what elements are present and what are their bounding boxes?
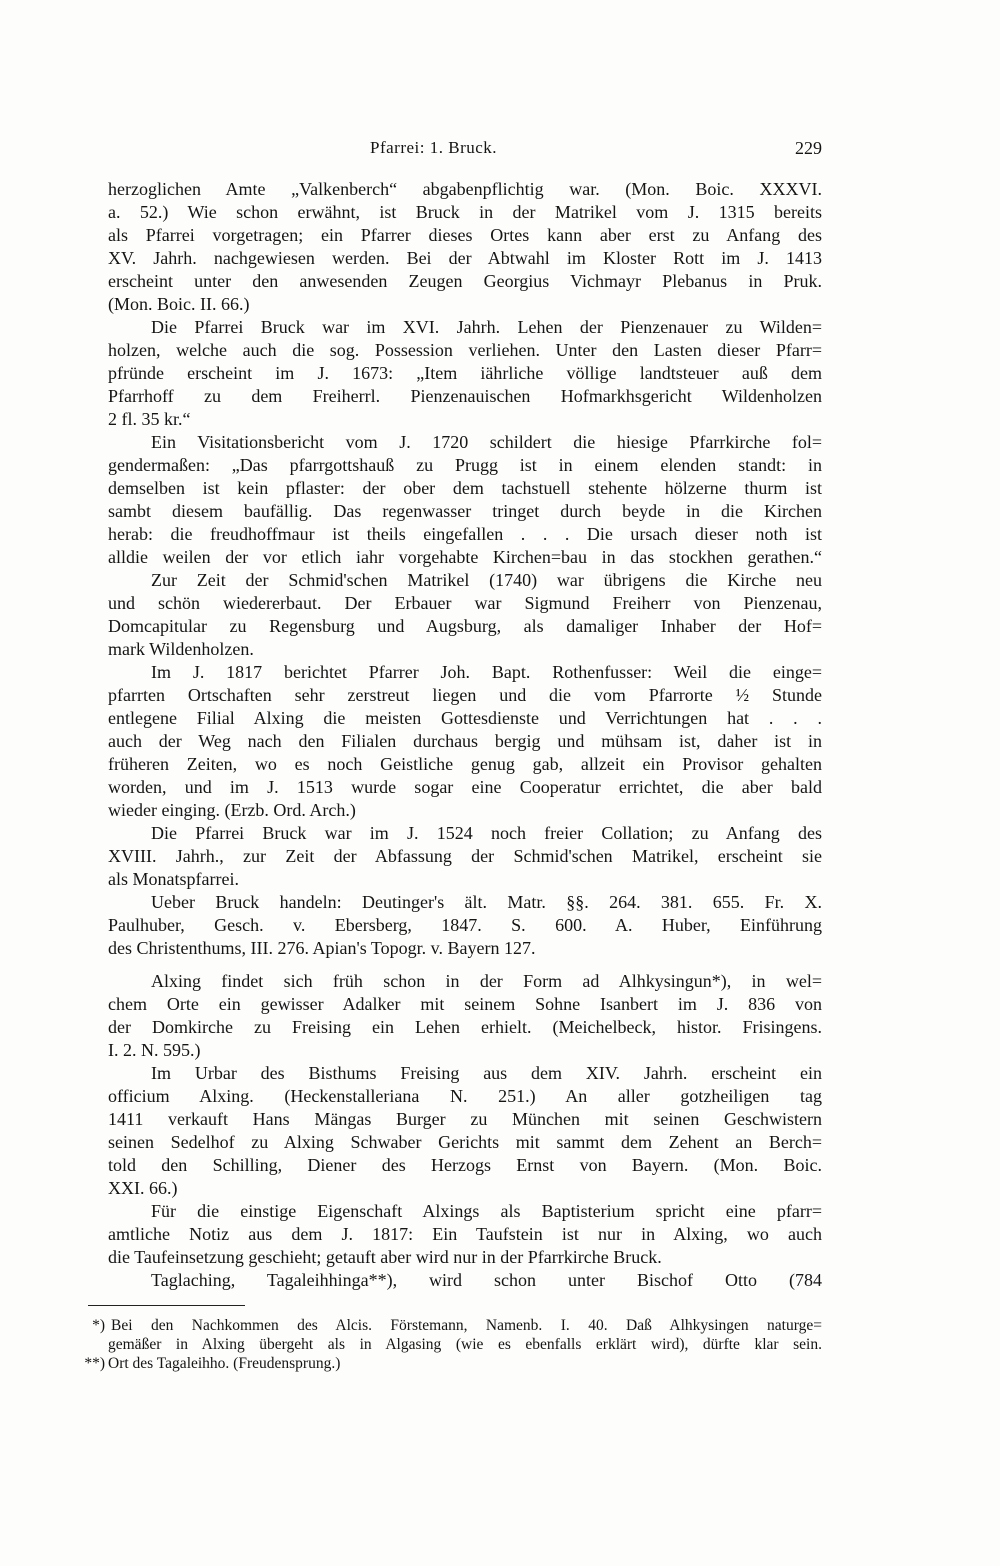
text-line: officium Alxing. (Heckenstalleriana N. 251.) An aller gotzheiligen tag xyxy=(108,1086,822,1106)
text-line: des Christenthums, III. 276. Apian's Topogr. v. Bayern 127. xyxy=(108,938,536,958)
text-line: (Mon. Boic. II. 66.) xyxy=(108,294,250,314)
text-line: I. 2. N. 595.) xyxy=(108,1040,201,1060)
text-line: a. 52.) Wie schon erwähnt, ist Bruck in der Matrikel vom J. 1315 bereits xyxy=(108,202,822,222)
text-line: Ein Visitationsbericht vom J. 1720 schildert die hiesige Pfarrkirche fol= xyxy=(151,432,822,452)
text-line: herzoglichen Amte „Valkenberch“ abgabenpflichtig war. (Mon. Boic. XXXVI. xyxy=(108,179,822,199)
paragraph xyxy=(108,661,822,822)
text-line: told den Schilling, Diener des Herzogs Ernst von Bayern. (Mon. Boic. xyxy=(108,1155,822,1175)
footnote-marker: *) xyxy=(92,1317,105,1334)
text-line: pfründe erscheint im J. 1673: „Item iährliche völlige landtsteuer auß dem xyxy=(108,363,822,383)
text-line: herab: die freudhoffmaur ist theils eingefallen . . . Die ursach dieser noth ist xyxy=(108,524,822,544)
text-line: alldie weilen der vor etlich iahr vorgehabte Kirchen=bau in das stockhen gerathen.“ xyxy=(108,547,822,567)
paragraph xyxy=(108,1200,822,1269)
paragraph xyxy=(108,1269,822,1292)
text-line: XV. Jahrh. nachgewiesen werden. Bei der Abtwahl im Kloster Rott im J. 1413 xyxy=(108,248,822,268)
text-line: Paulhuber, Gesch. v. Ebersberg, 1847. S. 600. A. Huber, Einführung xyxy=(108,915,822,935)
footnote xyxy=(92,1316,822,1354)
text-line: als Pfarrei vorgetragen; ein Pfarrer dieses Ortes kann aber erst zu Anfang des xyxy=(108,225,822,245)
paragraph xyxy=(108,891,822,960)
text-line: früheren Zeiten, wo es noch Geistliche genug gab, allzeit ein Provisor gehalten xyxy=(108,754,822,774)
text-line: Taglaching, Tagaleihhinga**), wird schon unter Bischof Otto (784 xyxy=(151,1270,822,1290)
paragraph xyxy=(108,569,822,661)
paragraph xyxy=(108,970,822,1062)
paragraph xyxy=(108,178,822,316)
text-line: entlegene Filial Alxing die meisten Gottesdienste und Verrichtungen hat . . . xyxy=(108,708,822,728)
page-header xyxy=(108,136,822,160)
paragraph xyxy=(108,431,822,569)
text-line: Die Pfarrei Bruck war im XVI. Jahrh. Lehen der Pienzenauer zu Wilden= xyxy=(151,317,822,337)
text-line: Im J. 1817 berichtet Pfarrer Joh. Bapt. Rothenfusser: Weil die einge= xyxy=(151,662,822,682)
text-line: pfarrten Ortschaften sehr zerstreut liegen und die vom Pfarrorte ½ Stunde xyxy=(108,685,822,705)
text-line: gendermaßen: „Das pfarrgottshauß zu Prugg ist in einem elenden standt: in xyxy=(108,455,822,475)
text-line: Ueber Bruck handeln: Deutinger's ält. Matr. §§. 264. 381. 655. Fr. X. xyxy=(151,892,822,912)
text-line: Alxing findet sich früh schon in der Form ad Alhkysingun*), in wel= xyxy=(151,971,822,991)
text-line: demselben ist kein pflaster: der ober dem tachstuell stehente hölzerne thurm ist xyxy=(108,478,822,498)
text-line: wieder einging. (Erzb. Ord. Arch.) xyxy=(108,800,356,820)
text-line: erscheint unter den anwesenden Zeugen Georgius Vichmayr Plebanus in Pruk. xyxy=(108,271,822,291)
text-line: Die Pfarrei Bruck war im J. 1524 noch freier Collation; zu Anfang des xyxy=(151,823,822,843)
text-line: 1411 verkauft Hans Mängas Burger zu München mit seinen Geschwistern xyxy=(108,1109,822,1129)
paragraph xyxy=(108,316,822,431)
text-line: XVIII. Jahrh., zur Zeit der Abfassung der Schmid'schen Matrikel, erscheint sie xyxy=(108,846,822,866)
text-line: amtliche Notiz aus dem J. 1817: Ein Taufstein ist nur in Alxing, wo auch xyxy=(108,1224,822,1244)
text-line: als Monatspfarrei. xyxy=(108,869,239,889)
running-title: Pfarrei: 1. Bruck. xyxy=(370,138,498,157)
footnote-divider xyxy=(88,1305,245,1306)
text-line: holzen, welche auch die sog. Possession verliehen. Unter den Lasten dieser Pfarr= xyxy=(108,340,822,360)
text-line: der Domkirche zu Freising ein Lehen erhielt. (Meichelbeck, histor. Frisingens. xyxy=(108,1017,822,1037)
text-line: Im Urbar des Bisthums Freising aus dem XIV. Jahrh. erscheint ein xyxy=(151,1063,822,1083)
text-line: und schön wiedererbaut. Der Erbauer war Sigmund Freiherr von Pienzenau, xyxy=(108,593,822,613)
text-line: sambt diesem baufällig. Das regenwasser tringet durch beyde in die Kirchen xyxy=(108,501,822,521)
text-line: die Taufeinsetzung geschieht; getauft aber wird nur in der Pfarrkirche Bruck. xyxy=(108,1247,662,1267)
main-text-section-alxing xyxy=(108,970,822,1292)
text-line: XXI. 66.) xyxy=(108,1178,178,1198)
paragraph xyxy=(108,1062,822,1200)
text-line: Pfarrhoff zu dem Freiherrl. Pienzenauischen Hofmarkhsgericht Wildenholzen xyxy=(108,386,822,406)
text-line: mark Wildenholzen. xyxy=(108,639,254,659)
footnote-marker: **) xyxy=(84,1355,105,1372)
page-number: 229 xyxy=(795,138,822,158)
text-line: Zur Zeit der Schmid'schen Matrikel (1740) war übrigens die Kirche neu xyxy=(151,570,822,590)
text-line: Domcapitular zu Regensburg und Augsburg, als damaliger Inhaber der Hof= xyxy=(108,616,822,636)
footnote-line: gemäßer in Alxing übergeht als in Algasing (wie es ebenfalls erklärt wird), dürfte klar sein. xyxy=(108,1336,822,1353)
text-line: chem Orte ein gewisser Adalker mit seinem Sohne Isanbert im J. 836 von xyxy=(108,994,822,1014)
text-line: worden, und im J. 1513 wurde sogar eine Cooperatur errichtet, die aber bald xyxy=(108,777,822,797)
main-text-section-bruck xyxy=(108,178,822,960)
footnote-line: Ort des Tagaleihho. (Freudensprung.) xyxy=(108,1355,341,1372)
paragraph xyxy=(108,822,822,891)
footnotes xyxy=(84,1316,822,1373)
text-line: auch der Weg nach den Filialen durchaus bergig und mühsam ist, daher ist in xyxy=(108,731,822,751)
footnote-line: Bei den Nachkommen des Alcis. Förstemann, Namenb. I. 40. Daß Alhkysingen naturge= xyxy=(111,1317,822,1334)
text-line: seinen Sedelhof zu Alxing Schwaber Gerichts mit sammt dem Zehent an Berch= xyxy=(108,1132,822,1152)
text-line: 2 fl. 35 kr.“ xyxy=(108,409,191,429)
footnote xyxy=(84,1354,822,1373)
text-line: Für die einstige Eigenschaft Alxings als Baptisterium spricht eine pfarr= xyxy=(151,1201,822,1221)
